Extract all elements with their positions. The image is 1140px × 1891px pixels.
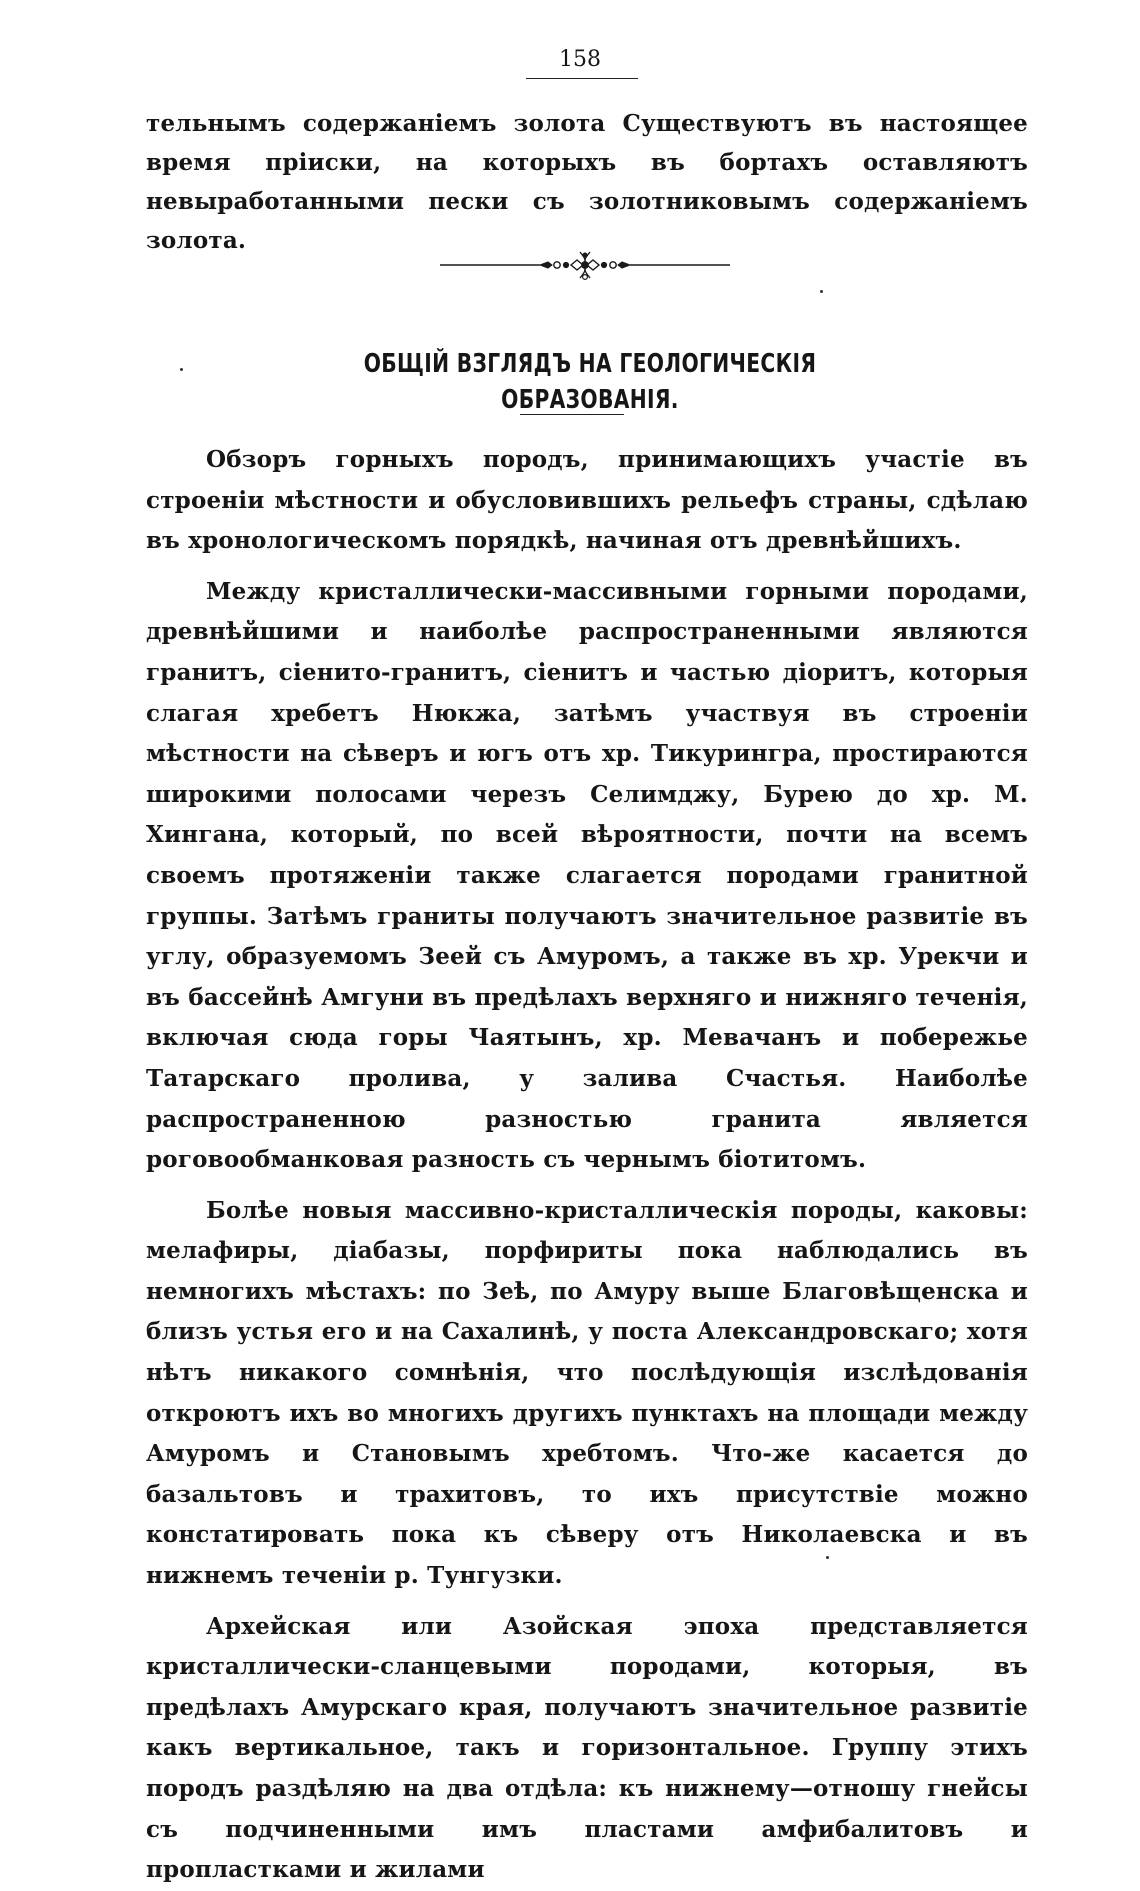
continuation-text-block — [146, 104, 1028, 260]
print-speck — [820, 290, 823, 293]
paragraph: Архейская или Азойская эпоха представляется кристаллически-сланцевыми породами, которыя, въ предѣлахъ Амурскаго края, получаютъ значительное развитіе какъ вертикальное, такъ и горизонтальное. Группу этихъ породъ раздѣляю на два отдѣла: къ нижнему—отношу гнейсы съ подчиненными имъ пластами амфибалитовъ и пропластками и жилами — [146, 1612, 1028, 1884]
page-number-rule — [526, 78, 638, 79]
print-speck — [180, 368, 183, 371]
decorative-divider-ornament-icon — [440, 248, 730, 284]
print-speck — [826, 1556, 829, 1559]
title-rule — [520, 414, 624, 415]
paragraph: Между кристаллически-массивными горными породами, древнѣйшими и наиболѣе распространенными являются гранитъ, сіенито-гранитъ, сіенитъ и частью діоритъ, которыя слагая хребетъ Нюкжа, затѣмъ участвуя въ строеніи мѣстности на сѣверъ и югъ отъ хр. Тикурингра, простираются широкими полосами черезъ Селимджу, Бурею до хр. М. Хингана, который, по всей вѣроятности, почти на всемъ своемъ протяженіи также слагается породами гранитной группы. Затѣмъ граниты получаютъ значительное развитіе въ углу, образуемомъ Зеей съ Амуромъ, а также въ хр. Урекчи и въ бассейнѣ Амгуни въ предѣлахъ верхняго и нижняго теченія, включая сюда горы Чаятынъ, хр. Мевачанъ и побережье Татарскаго пролива, у залива Счастья. Наиболѣе распространенною разностью гранита является роговообманковая разность съ чернымъ біотитомъ. — [146, 577, 1028, 1174]
paragraph: Обзоръ горныхъ породъ, принимающихъ участіе въ строеніи мѣстности и обусловившихъ рельефъ страны, сдѣлаю въ хронологическомъ порядкѣ, начиная отъ древнѣйшихъ. — [146, 446, 1028, 555]
continuation-paragraph: тельнымъ содержаніемъ золота Существуютъ въ настоящее время пріиски, на которыхъ въ бортахъ оставляютъ невыработанными пески съ золотниковымъ содержаніемъ золота. — [146, 110, 1028, 254]
body-text-block — [146, 440, 1028, 1891]
page-number: 158 — [559, 47, 601, 72]
paragraph: Болѣе новыя массивно-кристаллическія породы, каковы: мелафиры, діабазы, порфириты пока наблюдались въ немногихъ мѣстахъ: по Зеѣ, по Амуру выше Благовѣщенска и близъ устья его и на Сахалинѣ, у поста Александровскаго; хотя нѣтъ никакого сомнѣнія, что послѣдующія изслѣдованія откроютъ ихъ во многихъ другихъ пунктахъ на площади между Амуромъ и Становымъ хребтомъ. Что-же касается до базальтовъ и трахитовъ, то ихъ присутствіе можно констатировать пока къ сѣверу отъ Николаевска и въ нижнемъ теченіи р. Тунгузки. — [146, 1196, 1028, 1590]
section-title: ОБЩІЙ ВЗГЛЯДЪ НА ГЕОЛОГИЧЕСКІЯ ОБРАЗОВАНІЯ. — [363, 349, 817, 415]
